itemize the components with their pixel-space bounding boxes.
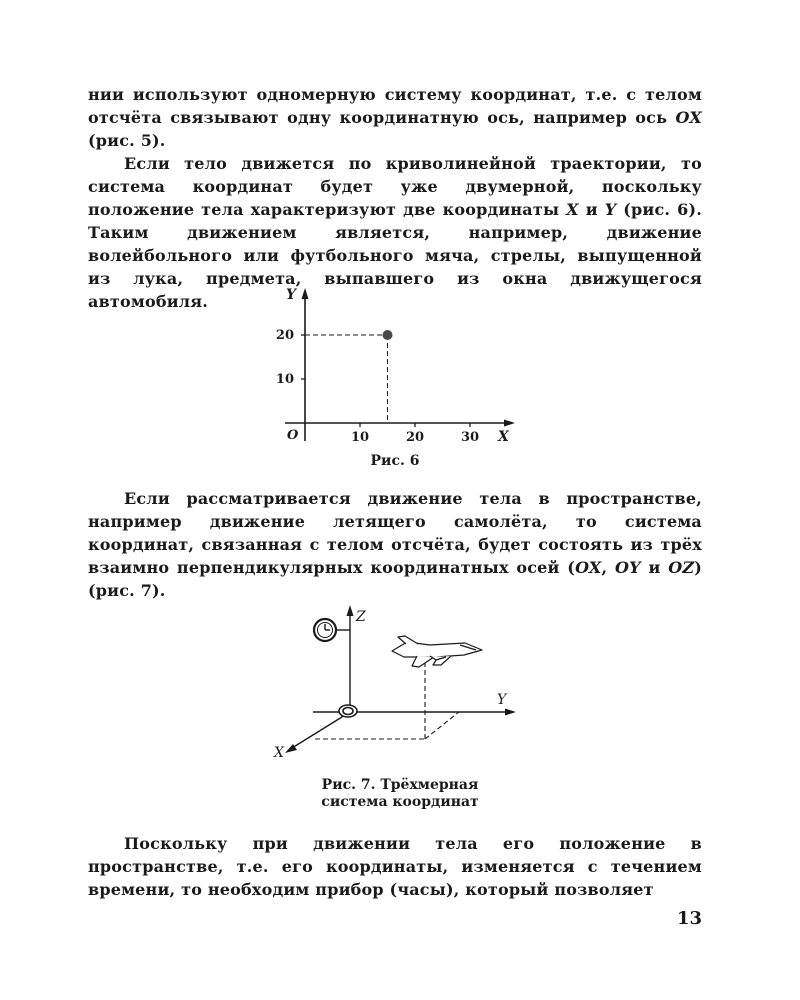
- x-axis: [292, 712, 350, 748]
- figure-7-caption-line-2: система координат: [321, 794, 479, 810]
- page-number: 13: [676, 908, 702, 929]
- y-axis-arrow: [505, 709, 516, 716]
- var-ox: OX: [675, 108, 702, 127]
- text-block-bottom: [88, 832, 702, 901]
- paragraph-3-text-end: ) (рис. 7).: [88, 558, 702, 600]
- x-tick-label: 30: [460, 430, 480, 445]
- figure-6-caption: Рис. 6: [370, 453, 420, 469]
- airplane-icon: [392, 636, 482, 667]
- origin-label: O: [287, 428, 299, 443]
- y-tick-label: 20: [275, 328, 294, 343]
- paragraph-4: Поскольку при движении тела его положение в пространстве, т.е. его координаты, изменяется с течением времени, то необходим прибор (часы), который позволяет: [88, 834, 702, 899]
- var-ox-2: OX: [575, 558, 602, 577]
- y-axis-label: Y: [286, 287, 296, 303]
- paragraph-2-and: и: [578, 200, 605, 219]
- x-tick-label: 10: [350, 430, 370, 445]
- var-oz: OZ: [668, 558, 695, 577]
- x-axis-label: X: [498, 429, 509, 445]
- y-tick-label: 10: [275, 372, 294, 387]
- reference-body-icon: [339, 705, 357, 717]
- var-oy: OY: [615, 558, 641, 577]
- paragraph-3-and: и: [640, 558, 669, 577]
- y-axis-label: Y: [497, 692, 507, 708]
- z-axis-arrow: [347, 605, 354, 616]
- projection-lines: [315, 660, 459, 739]
- var-x: X: [566, 200, 579, 219]
- x-axis-label: X: [274, 745, 284, 761]
- figure-7-caption: [290, 777, 510, 811]
- paragraph-3-text: Если рассматривается движение тела в пространстве, например движение летящего самолёта, то система координат, связанная с телом отсчёта, будет состоять из трёх взаимно перпендикулярных координатных осей (: [88, 489, 702, 577]
- clock-icon: [314, 619, 350, 641]
- paragraph-2-text: Если тело движется по криволинейной траектории, то система координат будет уже двумерной, поскольку положение тела характеризуют две координаты: [88, 154, 702, 219]
- var-y: Y: [604, 200, 617, 219]
- figure-7-caption-line-1: Рис. 7. Трёхмерная: [321, 777, 479, 793]
- paragraph-2-text-end: (рис. 6). Таким движением является, например, движение волейбольного или футбольного мяча, стрелы, выпущенной из лука, предмета, выпавшего из окна движущегося автомобиля.: [88, 200, 702, 311]
- x-tick-label: 20: [405, 430, 425, 445]
- paragraph-1-text-end: (рис. 5).: [88, 131, 166, 150]
- paragraph-3-comma: ,: [601, 558, 615, 577]
- z-axis-label: Z: [356, 609, 366, 625]
- paragraph-1-text: нии используют одномерную систему координат, т.е. с телом отсчёта связывают одну координатную ось, например ось: [88, 85, 702, 127]
